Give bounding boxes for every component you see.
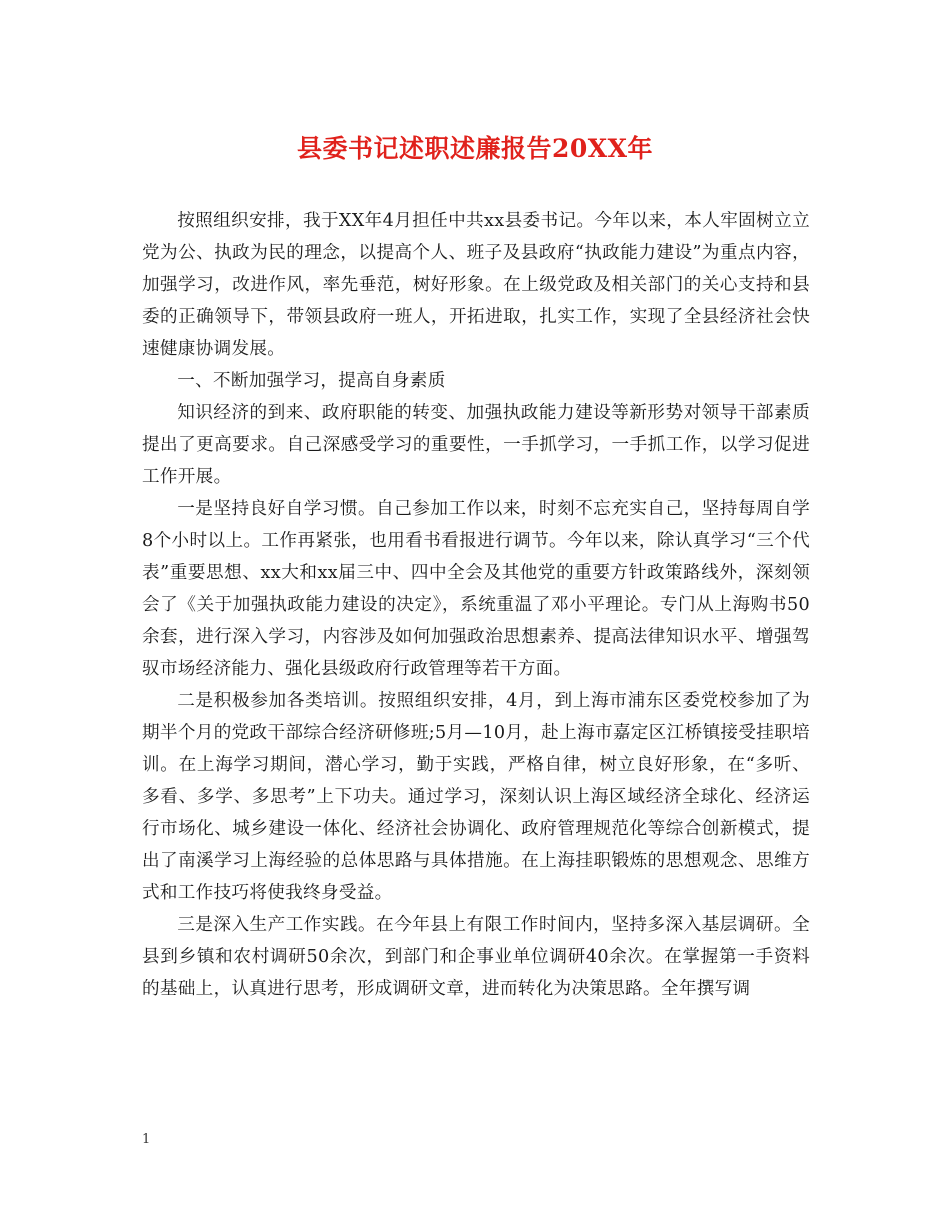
document-title: 县委书记述职述廉报告20XX年 [296, 134, 654, 163]
paragraph-self-study: 一是坚持良好自学习惯。自己参加工作以来，时刻不忘充实自己，坚持每周自学8个小时以上。工作再紧张，也用看书看报进行调节。今年以来，除认真学习“三个代表”重要思想、xx大和xx届三中、四中全会及其他党的重要方针政策路线外，深刻领会了《关于加强执政能力建设的决定》，系统重温了邓小平理论。专门从上海购书50余套，进行深入学习，内容涉及如何加强政治思想素养、提高法律知识水平、增强驾驭市场经济能力、强化县级政府行政管理等若干方面。 [142, 499, 810, 679]
section-heading-1: 一、不断加强学习，提高自身素质 [177, 371, 446, 391]
page-number: 1 [142, 1132, 151, 1147]
document-body [142, 205, 810, 1005]
paragraph-training: 二是积极参加各类培训。按照组织安排，4月，到上海市浦东区委党校参加了为期半个月的党政干部综合经济研修班;5月—10月，赴上海市嘉定区江桥镇接受挂职培训。在上海学习期间，潜心学习，勤于实践，严格自律，树立良好形象，在“多听、多看、多学、多思考”上下功夫。通过学习，深刻认识上海区域经济全球化、经济运行市场化、城乡建设一体化、经济社会协调化、政府管理规范化等综合创新模式，提出了南溪学习上海经验的总体思路与具体措施。在上海挂职锻炼的思想观念、思维方式和工作技巧将使我终身受益。 [142, 691, 810, 903]
paragraph-section-1: 知识经济的到来、政府职能的转变、加强执政能力建设等新形势对领导干部素质提出了更高要求。自己深感受学习的重要性，一手抓学习，一手抓工作，以学习促进工作开展。 [142, 403, 810, 487]
paragraph-intro: 按照组织安排，我于XX年4月担任中共xx县委书记。今年以来，本人牢固树立立党为公、执政为民的理念，以提高个人、班子及县政府“执政能力建设”为重点内容，加强学习，改进作风，率先垂范，树好形象。在上级党政及相关部门的关心支持和县委的正确领导下，带领县政府一班人，开拓进取，扎实工作，实现了全县经济社会快速健康协调发展。 [142, 211, 810, 359]
paragraph-practice: 三是深入生产工作实践。在今年县上有限工作时间内，坚持多深入基层调研。全县到乡镇和农村调研50余次，到部门和企事业单位调研40余次。在掌握第一手资料的基础上，认真进行思考，形成调研文章，进而转化为决策思路。全年撰写调 [142, 915, 810, 999]
